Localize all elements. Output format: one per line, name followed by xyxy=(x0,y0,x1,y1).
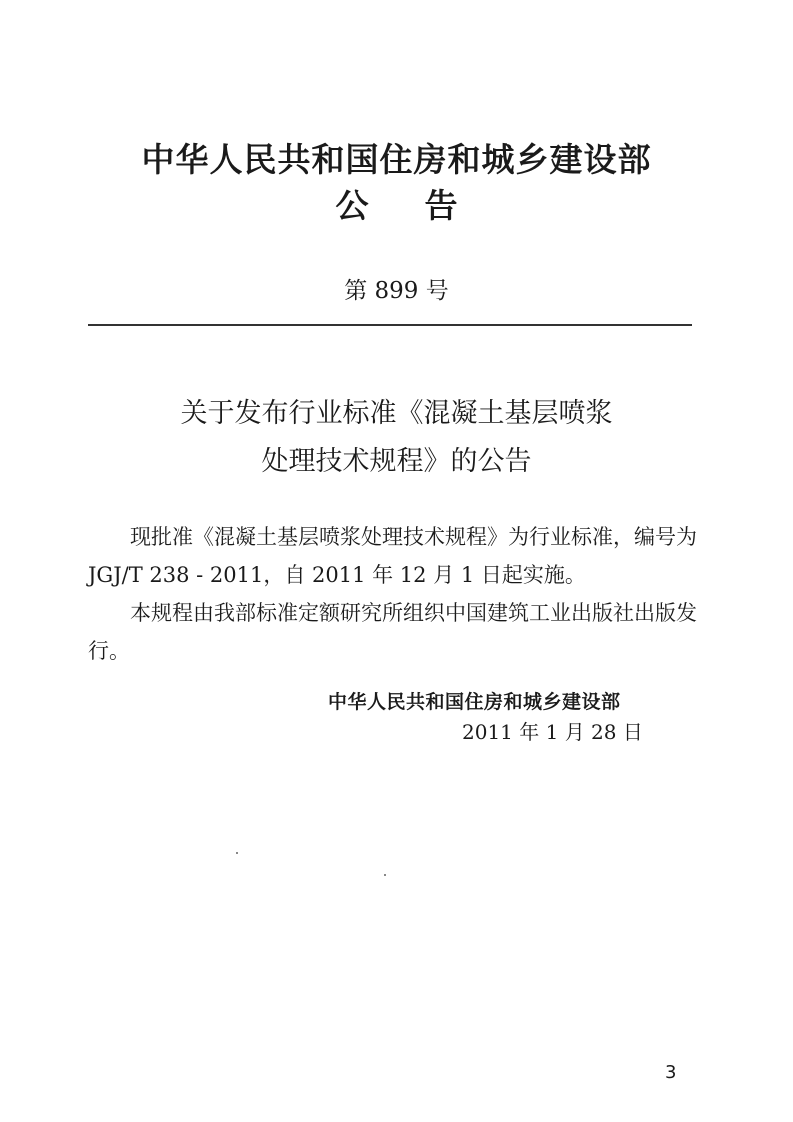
document-title-line2: 处理技术规程》的公告 xyxy=(261,446,532,477)
signature-date: 2011 年 1 月 28 日 xyxy=(462,720,643,744)
scan-speck xyxy=(384,874,386,876)
body-paragraph: 本规程由我部标准定额研究所组织中国建筑工业出版社出版发行。 xyxy=(88,601,697,663)
announcement-char: 公 xyxy=(335,186,369,225)
ministry-heading: 中华人民共和国住房和城乡建设部 xyxy=(141,140,652,179)
header-divider xyxy=(88,324,692,326)
document-title-line1: 关于发布行业标准《混凝土基层喷浆 xyxy=(180,398,613,429)
announcement-heading xyxy=(0,186,793,226)
body-paragraph: 现批准《混凝土基层喷浆处理技术规程》为行业标准，编号为 JGJ/T 238 - 2011，自 2011 年 12 月 1 日起实施。 xyxy=(88,525,697,587)
signature-issuer: 中华人民共和国住房和城乡建设部 xyxy=(328,691,621,713)
scan-speck xyxy=(236,852,238,854)
announcement-char: 告 xyxy=(424,186,458,225)
page-number: 3 xyxy=(665,1062,677,1083)
announcement-number: 第 899 号 xyxy=(344,278,449,304)
